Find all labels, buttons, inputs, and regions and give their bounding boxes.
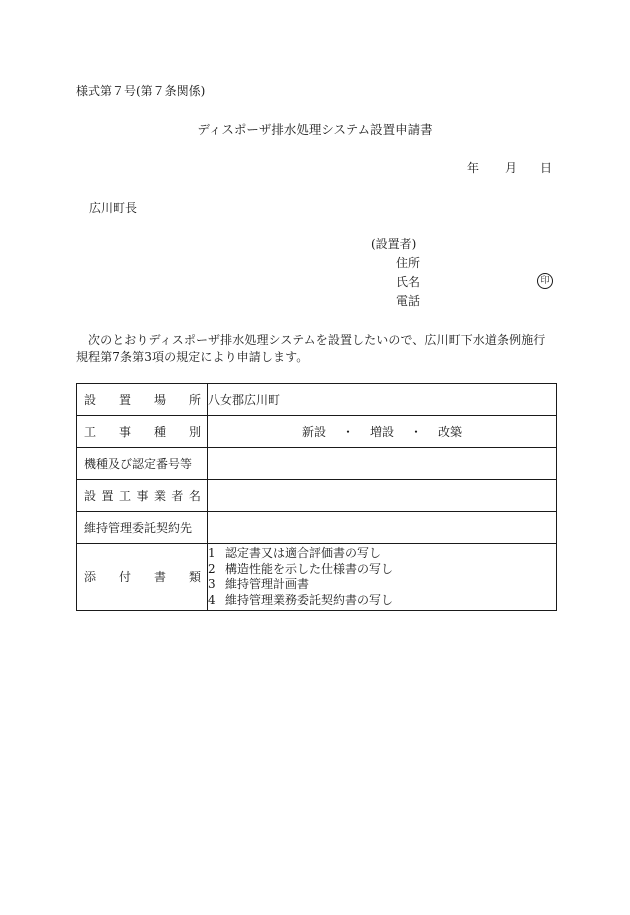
table-row — [77, 480, 557, 512]
date-day-label: 日 — [540, 161, 553, 175]
applicant-heading: (設置者) — [371, 237, 417, 251]
choice-separator: ・ — [341, 424, 354, 439]
contractor-value — [208, 480, 557, 512]
list-item: 1 認定書又は適合評価書の写し — [208, 546, 382, 560]
installation-location-value: 八女郡広川町 — [208, 384, 557, 416]
document-title: ディスポーザ排水処理システム設置申請書 — [197, 122, 433, 137]
label-contractor: 設 置 工 事 業 者 名 — [77, 480, 208, 512]
model-certification-value — [208, 448, 557, 480]
form-number: 様式第７号(第７条関係) — [76, 84, 206, 98]
choice-separator: ・ — [410, 424, 423, 439]
choice-new: 新設 — [301, 424, 326, 439]
label-attachments: 添 付 書 類 — [77, 544, 208, 611]
label-model-certification: 機種及び認定番号等 — [77, 448, 208, 480]
applicant-name-label: 氏名 — [396, 275, 421, 289]
choice-expansion: 増設 — [369, 424, 394, 439]
attachments-list — [208, 544, 557, 611]
list-item: 3 維持管理計画書 — [208, 577, 310, 591]
label-work-type: 工 事 種 別 — [77, 416, 208, 448]
label-installation-location: 設 置 場 所 — [77, 384, 208, 416]
date-month-label: 月 — [505, 161, 518, 175]
list-item: 2 構造性能を示した仕様書の写し — [208, 561, 394, 576]
table-row — [77, 512, 557, 544]
table-row — [77, 416, 557, 448]
applicant-address-label: 住所 — [396, 256, 421, 270]
maintenance-contract-value — [208, 512, 557, 544]
seal-mark: 印 — [537, 273, 553, 289]
table-row — [77, 384, 557, 416]
table-row — [77, 448, 557, 480]
application-statement: 次のとおりディスポーザ排水処理システムを設置したいので、広川町下水道条例施行規程第7条第3項の規定により申請します。 — [76, 333, 546, 364]
addressee: 広川町長 — [89, 201, 138, 215]
choice-rebuild: 改築 — [438, 424, 463, 439]
list-item: 4 維持管理業務委託契約書の写し — [208, 592, 394, 607]
work-type-choices — [208, 416, 557, 448]
date-year-label: 年 — [467, 161, 480, 175]
application-table — [76, 383, 557, 611]
table-row — [77, 544, 557, 611]
label-maintenance-contract: 維持管理委託契約先 — [77, 512, 208, 544]
applicant-phone-label: 電話 — [396, 294, 421, 308]
